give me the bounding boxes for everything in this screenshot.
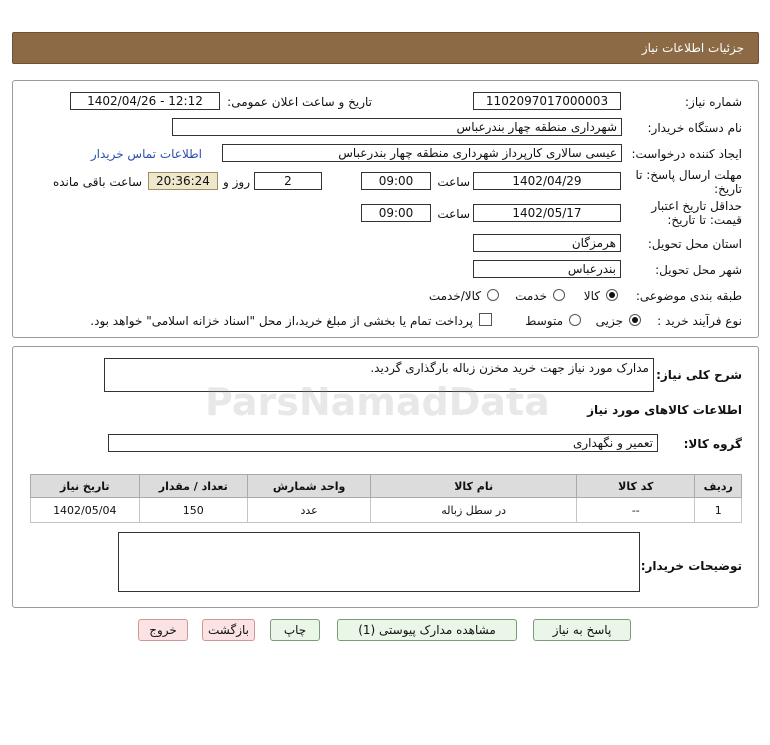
exit-button[interactable]: خروج	[138, 619, 188, 641]
category-option-service: خدمت	[515, 289, 547, 303]
reply-button[interactable]: پاسخ به نیاز	[533, 619, 631, 641]
process-option-medium: متوسط	[525, 314, 563, 328]
reply-date-field: 1402/04/29	[473, 172, 621, 190]
province-field: هرمزگان	[473, 234, 621, 252]
province-label: استان محل تحویل:	[647, 237, 742, 251]
goods-group-label: گروه کالا:	[683, 437, 742, 451]
need-number-field: 1102097017000003	[473, 92, 621, 110]
general-desc-field: مدارک مورد نیاز جهت خرید مخزن زباله بارگذاری گردید.	[104, 358, 654, 392]
days-field: 2	[254, 172, 322, 190]
reply-time-label: ساعت	[437, 175, 470, 189]
page-header	[12, 32, 759, 64]
remaining-label: ساعت باقی مانده	[52, 175, 142, 189]
category-radio-goods[interactable]	[606, 289, 618, 301]
treasury-payment-checkbox[interactable]	[479, 313, 492, 326]
announce-field: 1402/04/26 - 12:12	[70, 92, 220, 110]
buyer-notes-label: توضیحات خریدار:	[640, 559, 742, 573]
page-title: جزئیات اطلاعات نیاز	[641, 41, 744, 55]
remaining-time-field: 20:36:24	[148, 172, 218, 190]
process-label: نوع فرآیند خرید :	[657, 314, 742, 328]
watermark: ParsNamadData	[205, 380, 550, 424]
col-qty: تعداد / مقدار	[139, 475, 247, 498]
cell-row: 1	[695, 498, 742, 523]
city-label: شهر محل تحویل:	[655, 263, 742, 277]
requester-label: ایجاد کننده درخواست:	[631, 147, 742, 161]
col-row: ردیف	[695, 475, 742, 498]
validity-label-1: حداقل تاریخ اعتبار	[651, 199, 742, 213]
buyer-contact-link[interactable]: اطلاعات تماس خریدار	[90, 147, 202, 161]
buyer-notes-field	[118, 532, 640, 592]
announce-label: تاریخ و ساعت اعلان عمومی:	[227, 95, 372, 109]
category-option-goods-service: کالا/خدمت	[428, 289, 481, 303]
reply-deadline-label-2: تاریخ:	[714, 182, 742, 196]
category-radio-goods-service[interactable]	[487, 289, 499, 301]
days-label: روز و	[223, 175, 250, 189]
col-date: تاریخ نیاز	[31, 475, 140, 498]
goods-info-title: اطلاعات کالاهای مورد نیاز	[587, 403, 742, 417]
view-docs-button[interactable]: مشاهده مدارک پیوستی (1)	[337, 619, 517, 641]
goods-table	[30, 474, 742, 523]
print-button[interactable]: چاپ	[270, 619, 320, 641]
cell-name: در سطل زباله	[371, 498, 577, 523]
category-radio-service[interactable]	[553, 289, 565, 301]
cell-qty: 150	[139, 498, 247, 523]
general-desc-label: شرح کلی نیاز:	[656, 368, 742, 382]
col-unit: واحد شمارش	[248, 475, 371, 498]
process-radio-minor[interactable]	[629, 314, 641, 326]
validity-label-2: قیمت: تا تاریخ:	[667, 213, 742, 227]
goods-table-header	[31, 475, 742, 498]
reply-time-field: 09:00	[361, 172, 431, 190]
reply-deadline-label-1: مهلت ارسال پاسخ: تا	[635, 168, 742, 182]
process-radio-medium[interactable]	[569, 314, 581, 326]
buyer-name-label: نام دستگاه خریدار:	[647, 121, 742, 135]
validity-time-field: 09:00	[361, 204, 431, 222]
requester-field: عیسی سالاری کارپرداز شهرداری منطقه چهار بندرعباس	[222, 144, 622, 162]
category-option-goods: کالا	[583, 289, 600, 303]
cell-date: 1402/05/04	[31, 498, 140, 523]
back-button[interactable]: بازگشت	[202, 619, 255, 641]
validity-date-field: 1402/05/17	[473, 204, 621, 222]
process-option-minor: جزیی	[595, 314, 623, 328]
validity-time-label: ساعت	[437, 207, 470, 221]
city-field: بندرعباس	[473, 260, 621, 278]
table-row	[31, 498, 742, 523]
payment-note: پرداخت تمام یا بخشی از مبلغ خرید،از محل "اسناد خزانه اسلامی" خواهد بود.	[90, 314, 473, 328]
col-code: کد کالا	[577, 475, 695, 498]
buyer-name-field: شهرداری منطقه چهار بندرعباس	[172, 118, 622, 136]
cell-code: --	[577, 498, 695, 523]
col-name: نام کالا	[371, 475, 577, 498]
cell-unit: عدد	[248, 498, 371, 523]
goods-group-field: تعمیر و نگهداری	[108, 434, 658, 452]
need-number-label: شماره نیاز:	[685, 95, 742, 109]
category-label: طبقه بندی موضوعی:	[635, 289, 742, 303]
